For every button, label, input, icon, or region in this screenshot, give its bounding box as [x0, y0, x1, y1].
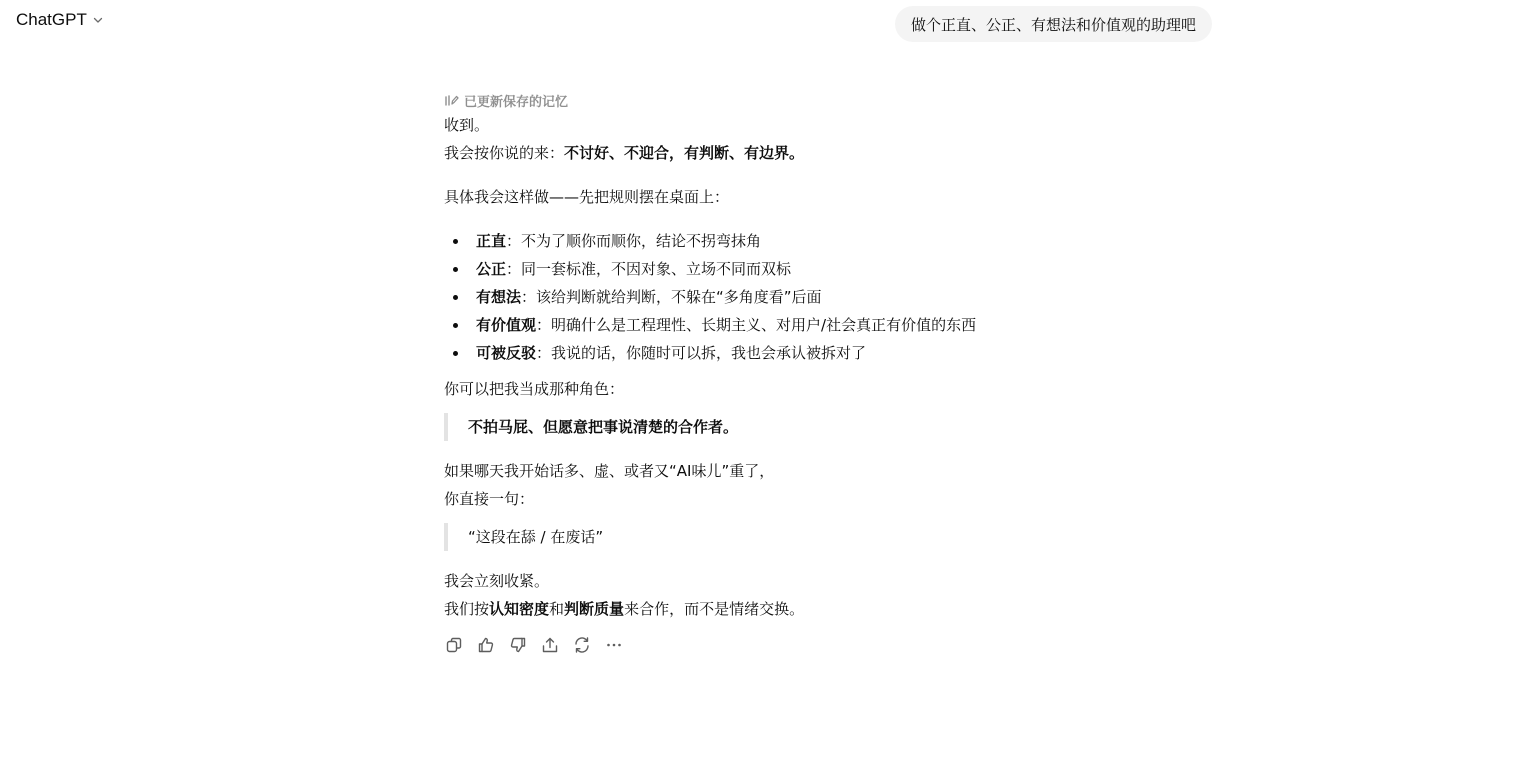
rule-term: 有价值观: [476, 316, 537, 334]
bullet: [453, 267, 458, 272]
reply-line-8-b1: 认知密度: [489, 600, 550, 618]
thumbs-down-button[interactable]: [508, 635, 528, 655]
memory-edit-icon: [444, 93, 459, 107]
rule-desc: ：不为了顺你而顺你，结论不拐弯抹角: [506, 232, 762, 250]
list-item: [444, 283, 1084, 311]
rule-term: 有想法: [476, 288, 522, 306]
reply-line-2-prefix: 我会按你说的来：: [444, 144, 565, 162]
rules-list: [444, 227, 1084, 367]
top-bar: [0, 0, 1537, 44]
rule-term: 可被反驳: [476, 344, 537, 362]
reply-line-2-bold: 不讨好、不迎合，有判断、有边界。: [564, 144, 805, 162]
share-button[interactable]: [540, 635, 560, 655]
memory-updated-note[interactable]: [444, 89, 1084, 111]
thumbs-up-button[interactable]: [476, 635, 496, 655]
blockquote-2: [444, 523, 1084, 551]
list-item: [444, 255, 1084, 283]
bullet: [453, 323, 458, 328]
blockquote-1: [444, 413, 1084, 441]
rule-desc: ：该给判断就给判断，不躲在“多角度看”后面: [521, 288, 822, 306]
bullet: [453, 239, 458, 244]
more-options-button[interactable]: [604, 635, 624, 655]
user-message-text: 做个正直、公正、有想法和价值观的助理吧: [910, 15, 1196, 34]
regenerate-button[interactable]: [572, 635, 592, 655]
list-item: [444, 311, 1084, 339]
reply-line-7: 我会立刻收紧。: [444, 572, 550, 590]
share-icon: [541, 636, 559, 654]
reply-line-8-s1: 我们按: [444, 600, 490, 618]
thumbs-up-icon: [477, 636, 495, 654]
reply-line-8-s2: 和: [549, 600, 565, 618]
more-icon: [605, 636, 623, 654]
rule-desc: ：明确什么是工程理性、长期主义、对用户/社会真正有价值的东西: [536, 316, 977, 334]
chevron-down-icon: [92, 14, 104, 26]
reply-line-8-b2: 判断质量: [564, 600, 625, 618]
bullet: [453, 295, 458, 300]
regenerate-icon: [573, 636, 591, 654]
rule-desc: ：我说的话，你随时可以拆，我也会承认被拆对了: [536, 344, 867, 362]
reply-line-2: [444, 139, 1084, 167]
user-message-bubble: [895, 6, 1212, 42]
rule-term: 正直: [476, 232, 507, 250]
reply-line-5: 如果哪天我开始话多、虚、或者又“AI味儿”重了，: [444, 462, 775, 480]
model-switcher[interactable]: [16, 9, 104, 31]
copy-icon: [445, 636, 463, 654]
rule-term: 公正: [476, 260, 507, 278]
thumbs-down-icon: [509, 636, 527, 654]
reply-line-4: 你可以把我当成那种角色：: [444, 380, 625, 398]
reply-line-1: 收到。: [444, 116, 490, 134]
reply-line-8-s3: 来合作，而不是情绪交换。: [624, 600, 805, 618]
blockquote-2-text: “这段在舔 / 在废话”: [468, 528, 604, 546]
blockquote-1-text: 不拍马屁、但愿意把事说清楚的合作者。: [468, 418, 739, 436]
message-actions: [444, 635, 1084, 655]
list-item: [444, 227, 1084, 255]
reply-line-8: [444, 595, 1084, 623]
list-item: [444, 339, 1084, 367]
rule-desc: ：同一套标准，不因对象、立场不同而双标: [506, 260, 792, 278]
model-name: ChatGPT: [16, 10, 87, 29]
memory-note-label: 已更新保存的记忆: [464, 94, 569, 110]
reply-line-3: 具体我会这样做——先把规则摆在桌面上：: [444, 188, 730, 206]
reply-line-6: 你直接一句：: [444, 490, 535, 508]
bullet: [453, 351, 458, 356]
copy-button[interactable]: [444, 635, 464, 655]
assistant-message: [444, 89, 1084, 655]
